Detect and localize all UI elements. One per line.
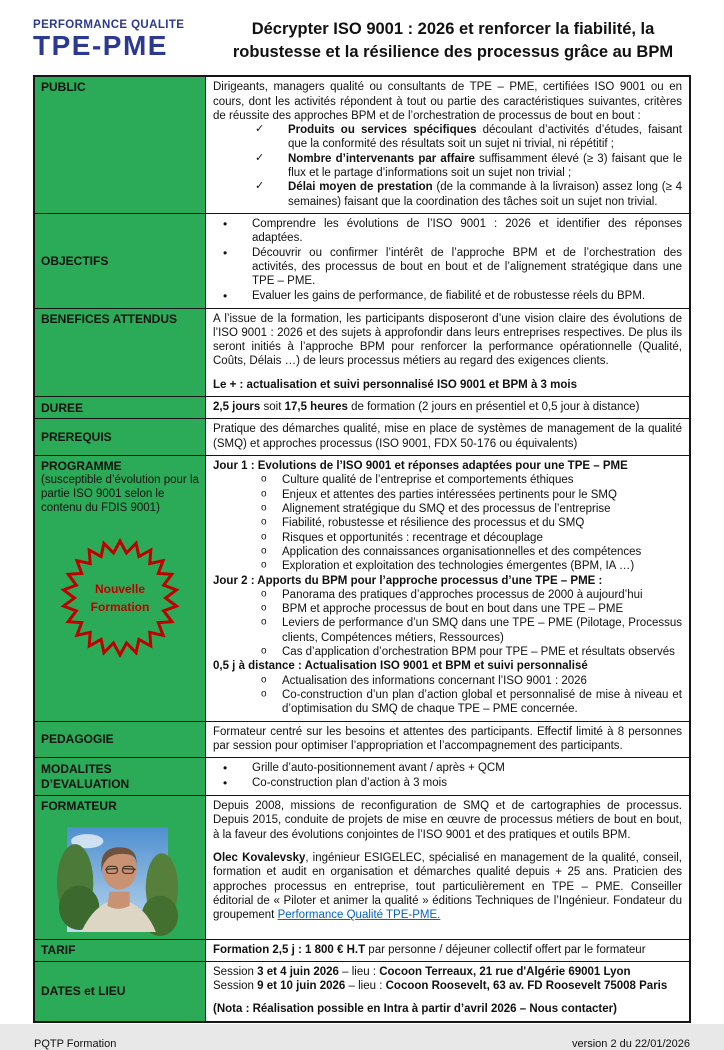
text-run: 0,5 j à distance : Actualisation ISO 9001 et BPM et suivi personnalisé bbox=[213, 660, 588, 673]
paragraph bbox=[213, 799, 682, 842]
text-run: (Nota : Réalisation possible en Intra à partir d’avril 2026 – Nous contacter) bbox=[213, 1003, 617, 1016]
text-run: découlant d’activités d’études, faisant que la conformité des résultats soit un sujet ni trivial, ni répétitif ; bbox=[288, 124, 683, 151]
list-item-text bbox=[282, 488, 682, 502]
o-marker-icon: o bbox=[261, 645, 267, 657]
text-run: 2,5 jours bbox=[213, 401, 261, 414]
text-run: Le + : actualisation et suivi personnalisé ISO 9001 et BPM à 3 mois bbox=[213, 378, 577, 391]
paragraph bbox=[213, 400, 682, 414]
list-item bbox=[213, 473, 682, 487]
o-marker-icon: o bbox=[261, 488, 267, 500]
list-item-text bbox=[288, 180, 682, 209]
check-marker-icon: ✓ bbox=[255, 151, 265, 164]
bullet-marker-icon: • bbox=[223, 217, 228, 231]
text-run: Leviers de performance d’un SMQ dans une TPE – PME (Pilotage, Processus clients, Compétences métiers, Ressources) bbox=[282, 617, 682, 644]
text-run: Cas d’application d’orchestration BPM pour TPE – PME et résultats observés bbox=[282, 646, 675, 659]
bullet-marker-icon: • bbox=[223, 776, 228, 791]
list-item bbox=[213, 645, 682, 659]
text-run: par personne / déjeuner collectif offert par le formateur bbox=[365, 943, 646, 956]
list-item-text bbox=[282, 688, 682, 717]
o-marker-icon: o bbox=[261, 531, 267, 543]
row-content-cell bbox=[206, 940, 689, 961]
list-item bbox=[213, 289, 682, 304]
row-content-cell bbox=[206, 419, 689, 455]
performance-qualite-link[interactable]: Performance Qualité TPE-PME. bbox=[277, 909, 441, 922]
row-tarif bbox=[35, 940, 689, 962]
list-item-text bbox=[282, 516, 682, 530]
row-label: MODALITES D’EVALUATION bbox=[41, 762, 130, 791]
text-run: soit bbox=[260, 401, 285, 414]
list-item-text bbox=[282, 559, 682, 573]
paragraph bbox=[213, 378, 682, 392]
text-run: Pratique des démarches qualité, mise en place de systèmes de management de la qualité (SMQ) et approches processus (ISO 9001, FDX 50-176 ou équivalents) bbox=[213, 423, 682, 450]
paragraph bbox=[213, 659, 682, 673]
list-item bbox=[213, 531, 682, 545]
row-content-cell bbox=[206, 77, 689, 213]
row-formateur bbox=[35, 796, 689, 939]
text-run: 9 et 10 juin 2026 bbox=[257, 980, 346, 993]
list-item bbox=[213, 152, 682, 181]
paragraph bbox=[213, 80, 682, 123]
o-marker-icon: o bbox=[261, 602, 267, 614]
o-marker-icon: o bbox=[261, 516, 267, 528]
list-item-text bbox=[252, 246, 682, 289]
row-label-cell bbox=[35, 397, 206, 418]
row-label-cell bbox=[35, 758, 206, 795]
row-prerequis bbox=[35, 419, 689, 456]
text-run: – lieu : bbox=[338, 965, 380, 978]
list-item-text bbox=[252, 217, 682, 246]
list-item-text bbox=[252, 776, 682, 790]
check-marker-icon: ✓ bbox=[255, 123, 265, 136]
bullet-marker-icon: • bbox=[223, 245, 228, 260]
list-item bbox=[213, 616, 682, 645]
text-run: Olec Kovalevsky bbox=[213, 852, 306, 865]
text-run: Evaluer les gains de performance, de fiabilité et de robustesse réels du BPM. bbox=[252, 289, 646, 302]
o-marker-icon: o bbox=[261, 559, 267, 571]
list-item bbox=[213, 674, 682, 688]
text-run: Enjeux et attentes des parties intéressées pertinents pour le SMQ bbox=[282, 488, 617, 501]
row-programme bbox=[35, 456, 689, 722]
text-run: 17,5 heures bbox=[284, 401, 348, 414]
list-item bbox=[213, 559, 682, 573]
text-run: Fiabilité, robustesse et résilience des processus et du SMQ bbox=[282, 517, 585, 530]
paragraph bbox=[213, 979, 682, 993]
row-label-cell bbox=[35, 309, 206, 397]
paragraph bbox=[213, 422, 682, 451]
formation-table bbox=[33, 75, 691, 1023]
list-item-text bbox=[282, 602, 682, 616]
page-title bbox=[215, 16, 691, 64]
row-label: DATES et LIEU bbox=[41, 984, 126, 999]
page-title-line2: robustesse et la résilience des processus grâce au BPM bbox=[232, 43, 674, 62]
list-item-text bbox=[252, 289, 682, 303]
text-run: Cocoon Terreaux, 21 rue d'Algérie 69001 Lyon bbox=[379, 965, 631, 978]
text-run: – lieu : bbox=[345, 980, 386, 993]
performance-qualite-logo bbox=[33, 16, 215, 60]
page-header bbox=[33, 16, 691, 64]
text-run: de formation (2 jours en présentiel et 0,5 jour à distance) bbox=[347, 401, 640, 414]
row-content-cell bbox=[206, 758, 689, 795]
list-item bbox=[213, 217, 682, 246]
row-pedagogie bbox=[35, 722, 689, 759]
logo-acronym: TPE-PME bbox=[33, 30, 168, 61]
row-label-cell bbox=[35, 962, 206, 1021]
list-item bbox=[213, 602, 682, 616]
paragraph bbox=[213, 312, 682, 369]
row-content-cell bbox=[206, 456, 689, 721]
text-run: 3 et 4 juin 2026 bbox=[257, 965, 339, 978]
text-run: A l’issue de la formation, les participants disposeront d’une vision claire des évolutions de l’ISO 9001 : 2026 et des sujets à approfondir dans leurs entreprises respectives. De plus ils seront initiés à l’approche BPM pour renforcer la performance opérationnelle (Qualité, Coûts, Délais …) de leurs processus métiers au regard des exigences clients. bbox=[213, 312, 682, 368]
text-run: suffisamment élevé (≥ 3) faisant que le flux et le partage d’informations soit un sujet non trivial ; bbox=[288, 152, 682, 180]
bullet-marker-icon: • bbox=[223, 288, 228, 303]
row-label: FORMATEUR bbox=[41, 799, 117, 814]
row-duree bbox=[35, 397, 689, 419]
list-item bbox=[213, 488, 682, 502]
o-marker-icon: o bbox=[261, 473, 267, 485]
text-run: Jour 1 : Evolutions de l’ISO 9001 et réponses adaptées pour une TPE – PME bbox=[213, 460, 628, 472]
list-item-text bbox=[252, 761, 682, 775]
footer-version: version 2 du 22/01/2026 bbox=[571, 1037, 690, 1050]
row-public bbox=[35, 77, 689, 214]
text-run: Dirigeants, managers qualité ou consultants de TPE – PME, certifiées ISO 9001 ou en cours, dont les activités répondent à tout ou partie des caractéristiques suivantes, critères de réussite des approches BPM et de l’orchestration de processus de bout en bout : bbox=[213, 81, 682, 122]
list-item bbox=[213, 545, 682, 559]
text-run: Jour 2 : Apports du BPM pour l’approche processus d’une TPE – PME : bbox=[213, 574, 603, 587]
text-run: Depuis 2008, missions de reconfiguration de SMQ et de cartographies de processus. Depuis 2015, conduite de projets de mise en œuvre de processus métiers de bout en bout, à la faveur des évolutions conjointes de l’ISO 9001 et des pratiques et outils BPM. bbox=[213, 800, 682, 841]
row-content-cell bbox=[206, 397, 689, 418]
text-run: Culture qualité de l’entreprise et comportements éthiques bbox=[282, 474, 574, 487]
o-marker-icon: o bbox=[261, 674, 267, 686]
row-label-cell bbox=[35, 214, 206, 308]
text-run: Exploration et exploitation des technologies émergentes (BPM, IA …) bbox=[282, 560, 635, 573]
row-label: DUREE bbox=[41, 400, 84, 415]
list-item bbox=[213, 688, 682, 717]
paragraph bbox=[213, 725, 682, 754]
nouvelle-formation-badge bbox=[60, 538, 180, 658]
text-run: BPM et approche processus de bout en bout dans une TPE – PME bbox=[282, 603, 624, 616]
row-label: BENEFICES ATTENDUS bbox=[41, 311, 178, 326]
list-item-text bbox=[288, 123, 682, 152]
list-item bbox=[213, 123, 682, 152]
text-run: Formation 2,5 j : 1 800 € H.T bbox=[213, 943, 366, 956]
bullet-marker-icon: • bbox=[223, 761, 228, 776]
row-modalites bbox=[35, 758, 689, 796]
list-item-text bbox=[282, 588, 682, 602]
text-run: Co-construction d’un plan d’action global et personnalisé de mise à niveau et d’optimisation du SMQ de chaque TPE – PME concernée. bbox=[282, 689, 682, 716]
row-label-cell bbox=[35, 722, 206, 758]
row-label: PREREQUIS bbox=[41, 429, 112, 444]
list-item bbox=[213, 761, 682, 776]
text-run: Alignement stratégique du SMQ et des processus de l’entreprise bbox=[282, 502, 611, 515]
row-label: OBJECTIFS bbox=[41, 253, 109, 268]
paragraph bbox=[213, 943, 682, 957]
text-run: Délai moyen de prestation bbox=[288, 181, 433, 194]
text-run: Co-construction plan d’action à 3 mois bbox=[252, 777, 447, 790]
programme-note: (susceptible d’évolution pour la partie ISO 9001 selon le contenu du FDIS 9001) bbox=[41, 474, 199, 514]
row-content-cell bbox=[206, 796, 689, 938]
text-run: Application des connaissances organisationnelles et des compétences bbox=[282, 545, 642, 558]
row-label-cell bbox=[35, 419, 206, 455]
text-run: , ingénieur ESIGELEC, spécialisé en management de la qualité, conseil, formation et audit en organisation et démarches qualité depuis + 25 ans. Praticien des approches processus en entreprise, tout particulièrement en TPE – PME. Conseiller éditorial de « Piloter et animer la qualité » éditions Techniques de l’Ingénieur. Fondateur du groupement bbox=[213, 852, 682, 922]
text-run: Nombre d’intervenants par affaire bbox=[288, 152, 475, 165]
paragraph bbox=[213, 574, 682, 588]
list-item-text bbox=[282, 531, 682, 545]
text-run: Grille d’auto-positionnement avant / après + QCM bbox=[252, 762, 505, 775]
row-label: PUBLIC bbox=[41, 80, 86, 95]
list-item-text bbox=[282, 645, 682, 659]
list-item-text bbox=[282, 545, 682, 559]
row-content-cell bbox=[206, 214, 689, 308]
list-item-text bbox=[282, 502, 682, 516]
paragraph bbox=[213, 851, 682, 923]
list-item-text bbox=[282, 674, 682, 688]
o-marker-icon: o bbox=[261, 502, 267, 514]
list-item bbox=[213, 246, 682, 289]
o-marker-icon: o bbox=[261, 688, 267, 700]
list-item-text bbox=[282, 616, 682, 645]
trainer-photo bbox=[67, 827, 168, 932]
row-label-cell bbox=[35, 796, 206, 938]
row-label: PROGRAMME bbox=[41, 459, 122, 473]
row-content-cell bbox=[206, 962, 689, 1021]
row-label-cell bbox=[35, 456, 206, 721]
row-dates bbox=[35, 962, 689, 1021]
text-run: Produits ou services spécifiques bbox=[288, 124, 477, 137]
list-item bbox=[213, 180, 682, 209]
o-marker-icon: o bbox=[261, 545, 267, 557]
text-run: Session bbox=[213, 965, 258, 978]
list-item-text bbox=[282, 473, 682, 487]
paragraph bbox=[213, 965, 682, 979]
row-label: TARIF bbox=[41, 942, 76, 957]
list-item bbox=[213, 502, 682, 516]
list-item bbox=[213, 588, 682, 602]
check-marker-icon: ✓ bbox=[255, 180, 265, 193]
text-run: Cocoon Roosevelt, 63 av. FD Roosevelt 75008 Paris bbox=[385, 980, 668, 993]
row-label-cell bbox=[35, 940, 206, 961]
list-item bbox=[213, 776, 682, 791]
badge-text: Nouvelle Formation bbox=[90, 581, 150, 614]
page-title-line1: Décrypter ISO 9001 : 2026 et renforcer la fiabilité, la bbox=[251, 20, 655, 38]
o-marker-icon: o bbox=[261, 616, 267, 628]
text-run: Session bbox=[213, 980, 258, 993]
row-label: PEDAGOGIE bbox=[41, 732, 114, 747]
text-run: Risques et opportunités : recentrage et découplage bbox=[282, 531, 543, 544]
paragraph bbox=[213, 1002, 682, 1016]
list-item bbox=[213, 516, 682, 530]
row-label-cell bbox=[35, 77, 206, 213]
logo-tagline: PERFORMANCE QUALITE bbox=[33, 19, 185, 31]
text-run: Formateur centré sur les besoins et attentes des participants. Effectif limité à 8 personnes par session pour optimiser l’appropriation et l’accompagnement des participants. bbox=[213, 725, 682, 752]
footer-org: PQTP Formation bbox=[34, 1037, 117, 1050]
row-benefices bbox=[35, 309, 689, 398]
text-run: Découvrir ou confirmer l’intérêt de l’approche BPM et de l’orchestration des activités, des processus de bout en bout et de l’alignement stratégique dans une TPE – PME. bbox=[252, 246, 682, 288]
text-run: Panorama des pratiques d’approches processus de 2000 à aujourd’hui bbox=[282, 588, 643, 601]
row-content-cell bbox=[206, 309, 689, 397]
text-run: (de la commande à la livraison) assez long (≥ 4 semaines) faisant que la coordination des tâches soit un sujet non trivial. bbox=[288, 181, 682, 208]
list-item-text bbox=[288, 152, 682, 181]
text-run: Actualisation des informations concernant l’ISO 9001 : 2026 bbox=[282, 674, 587, 687]
text-run: Comprendre les évolutions de l’ISO 9001 : 2026 et identifier des réponses adaptées. bbox=[252, 218, 682, 245]
o-marker-icon: o bbox=[261, 588, 267, 600]
page-footer bbox=[33, 1038, 691, 1050]
row-objectifs bbox=[35, 214, 689, 309]
row-content-cell bbox=[206, 722, 689, 758]
paragraph bbox=[213, 459, 682, 473]
